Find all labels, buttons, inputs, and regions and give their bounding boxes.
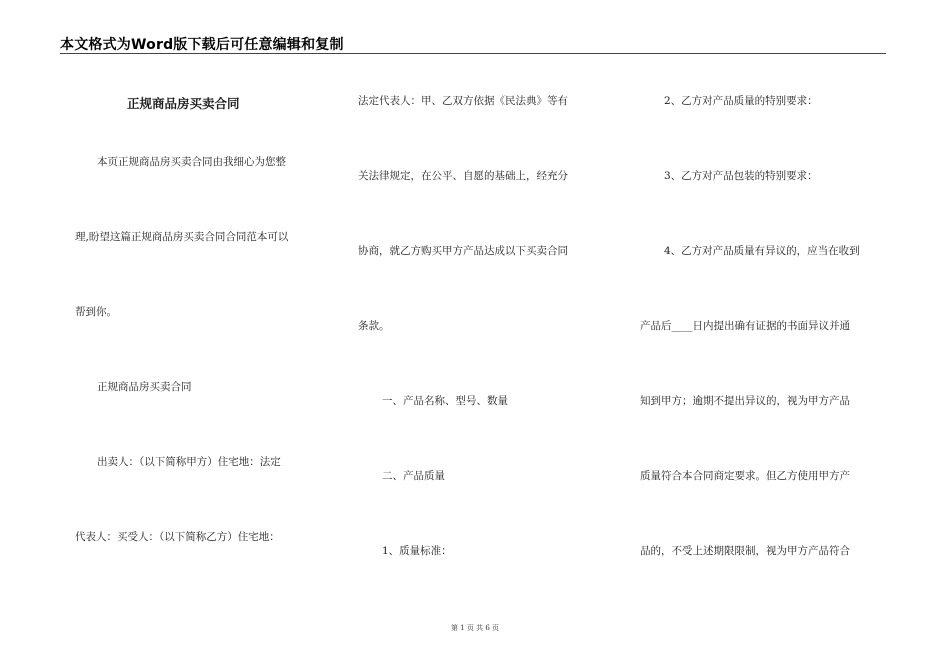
page-number: 第 1 页 共 6 页	[450, 624, 500, 632]
column-1	[75, 0, 325, 672]
paragraph-line: 本页正规商品房买卖合同由我细心为您整	[97, 156, 286, 168]
column-2	[358, 0, 608, 672]
column-3	[640, 0, 888, 672]
paragraph-line: 品的，不受上述期限限制，视为甲方产品符合	[640, 545, 850, 557]
paragraph-line: 4、乙方对产品质量有异议的，应当在收到	[664, 245, 860, 257]
paragraph-line: 条款。	[358, 320, 390, 332]
paragraph-line: 质量符合本合同商定要求。但乙方使用甲方产	[640, 470, 850, 482]
document-title: 正规商品房买卖合同	[127, 96, 240, 111]
paragraph-line: 2、乙方对产品质量的特别要求：	[664, 95, 818, 107]
paragraph-line: 代表人：买受人：（以下简称乙方）住宅地：	[75, 531, 280, 543]
paragraph-line: 法定代表人：甲、乙双方依据《民法典》等有	[358, 95, 568, 107]
paragraph-line: 理,盼望这篇正规商品房买卖合同合同范本可以	[75, 231, 289, 243]
paragraph-line: 产品后____日内提出确有证据的书面异议并通	[640, 320, 850, 332]
paragraph-line: 帮到你。	[75, 306, 117, 318]
paragraph-line: 协商，就乙方购买甲方产品达成以下买卖合同	[358, 245, 568, 257]
section-heading: 二、产品质量	[382, 470, 445, 482]
page-header: 本文格式为Word版下载后可任意编辑和复制	[60, 37, 344, 53]
paragraph-line: 出卖人：（以下简称甲方）住宅地：法定	[97, 456, 281, 468]
paragraph-line: 知到甲方；逾期不提出异议的，视为甲方产品	[640, 395, 850, 407]
section-heading: 一、产品名称、型号、数量	[382, 395, 508, 407]
paragraph-line: 正规商品房买卖合同	[97, 381, 192, 393]
paragraph-line: 3、乙方对产品包装的特别要求：	[664, 170, 818, 182]
paragraph-line: 关法律规定，在公平、自愿的基础上，经充分	[358, 170, 568, 182]
paragraph-line: 1、质量标准：	[382, 545, 452, 557]
